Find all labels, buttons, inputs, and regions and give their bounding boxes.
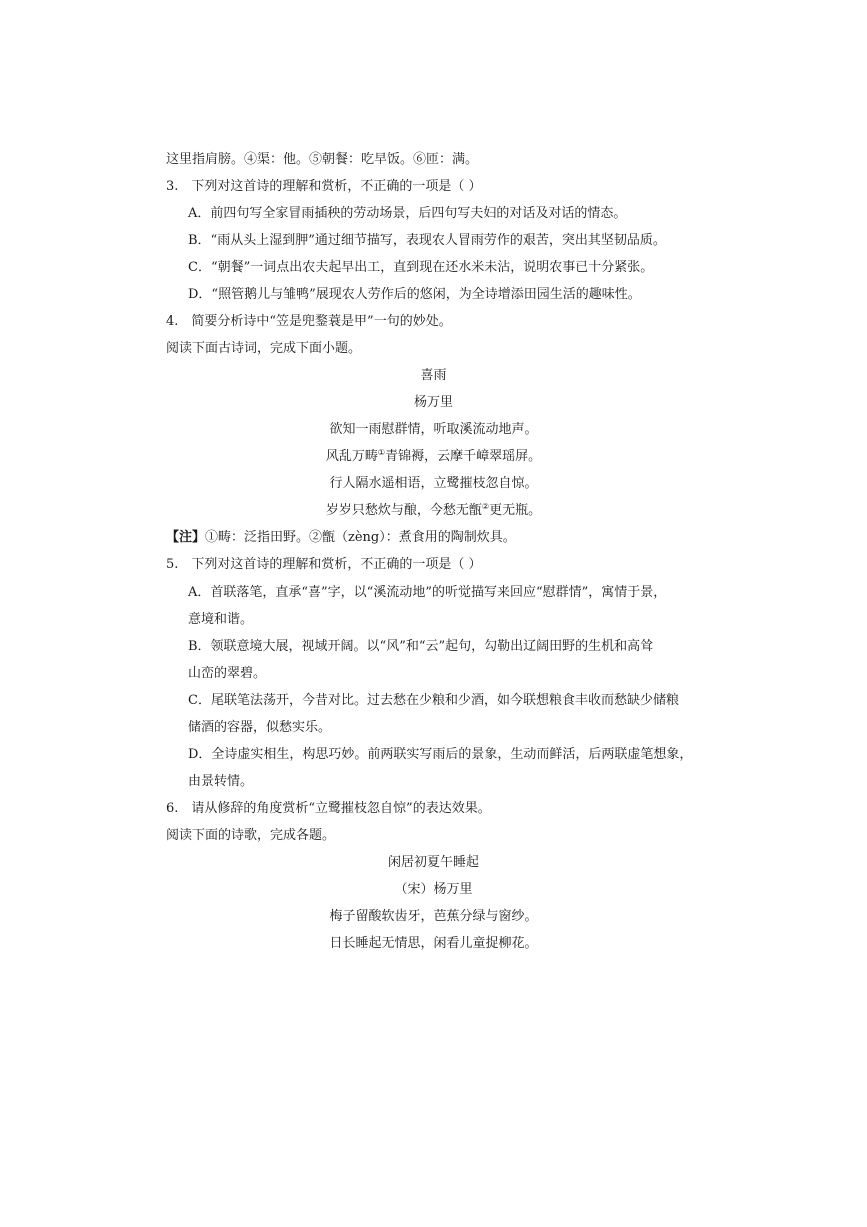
poem-1-title: 喜雨 xyxy=(420,368,447,383)
poem-1-line-3: 行人隔水遥相语，立鹭摧枝忽自惊。 xyxy=(329,476,538,491)
footnote-marker-1: ① xyxy=(377,448,386,457)
question-5-option-c-line-1: C．尾联笔法荡开，今昔对比。过去愁在少粮和少酒，如今联想粮食丰收而愁缺少储粮 xyxy=(188,693,679,708)
poem-1-line-4 xyxy=(0,504,867,517)
poem-2-author: （宋）杨万里 xyxy=(394,882,473,897)
question-5-option-a-line-2: 意境和谐。 xyxy=(188,612,254,627)
question-3-option-b: B．“雨从头上湿到胛”通过细节描写，表现农人冒雨劳作的艰苦，突出其坚韧品质。 xyxy=(188,233,666,248)
poem-2-line-2: 日长睡起无情思，闲看儿童捉柳花。 xyxy=(329,936,538,951)
question-5-option-b-line-2: 山峦的翠碧。 xyxy=(188,666,267,681)
poem-1-line-4-part-1: 岁岁只愁炊与酿，今愁无甑 xyxy=(325,503,482,518)
poem-1-author: 杨万里 xyxy=(413,395,453,410)
question-5-stem: 5. 下列对这首诗的理解和赏析，不正确的一项是（ ） xyxy=(166,557,482,572)
question-5-option-c-line-2: 储酒的容器，似愁实乐。 xyxy=(188,720,332,735)
poem-1-line-2 xyxy=(0,450,867,463)
note-text: ①畴：泛指田野。②甑（zèng）：煮食用的陶制炊具。 xyxy=(205,530,516,545)
poem-1-line-4-part-2: 更无瓶。 xyxy=(489,503,542,518)
question-5-option-d-line-2: 由景转情。 xyxy=(188,774,254,789)
previous-poem-note: 这里指肩膀。④渠：他。⑤朝餐：吃早饭。⑥匝：满。 xyxy=(166,152,479,167)
poem-2-line-1: 梅子留酸软齿牙，芭蕉分绿与窗纱。 xyxy=(329,909,538,924)
question-5-option-b-line-1: B．领联意境大展，视域开阔。以“风”和“云”起句，勾勒出辽阔田野的生机和高耸 xyxy=(188,639,654,654)
poem-1-line-2-part-2: 青锦褥，云摩千嶂翠瑶屏。 xyxy=(385,449,542,464)
question-3-option-d: D．“照管鹅儿与雏鸭”展现农人劳作后的悠闲，为全诗增添田园生活的趣味性。 xyxy=(188,287,641,302)
question-4-stem: 4. 简要分析诗中“笠是兜鍪蓑是甲”一句的妙处。 xyxy=(166,314,452,329)
note-tag: 【注】 xyxy=(166,530,206,545)
question-3-stem: 3. 下列对这首诗的理解和赏析，不正确的一项是（ ） xyxy=(166,179,482,194)
question-3-option-a: A．前四句写全家冒雨插秧的劳动场景，后四句写夫妇的对话及对话的情态。 xyxy=(188,206,627,221)
question-3-option-c: C．“朝餐”一词点出农夫起早出工，直到现在还水米未沾，说明农事已十分紧张。 xyxy=(188,260,654,275)
poem-1-line-1: 欲知一雨慰群情，听取溪流动地声。 xyxy=(329,422,538,437)
reading-instruction-1: 阅读下面古诗词，完成下面小题。 xyxy=(166,341,362,356)
question-6-stem: 6. 请从修辞的角度赏析“立鹭摧枝忽自惊”的表达效果。 xyxy=(166,801,491,816)
question-5-option-d-line-1: D．全诗虚实相生，构思巧妙。前两联实写雨后的景象，生动而鲜活，后两联虚笔想象， xyxy=(188,747,693,762)
poem-1-note xyxy=(166,531,516,544)
question-5-option-a-line-1: A．首联落笔，直承“喜”字，以“溪流动地”的听觉描写来回应“慰群情”，寓情于景， xyxy=(188,585,667,600)
poem-2-title: 闲居初夏午睡起 xyxy=(387,855,479,870)
poem-1-line-2-part-1: 风乱万畴 xyxy=(325,449,378,464)
footnote-marker-2: ② xyxy=(481,502,490,511)
reading-instruction-2: 阅读下面的诗歌，完成各题。 xyxy=(166,828,336,843)
